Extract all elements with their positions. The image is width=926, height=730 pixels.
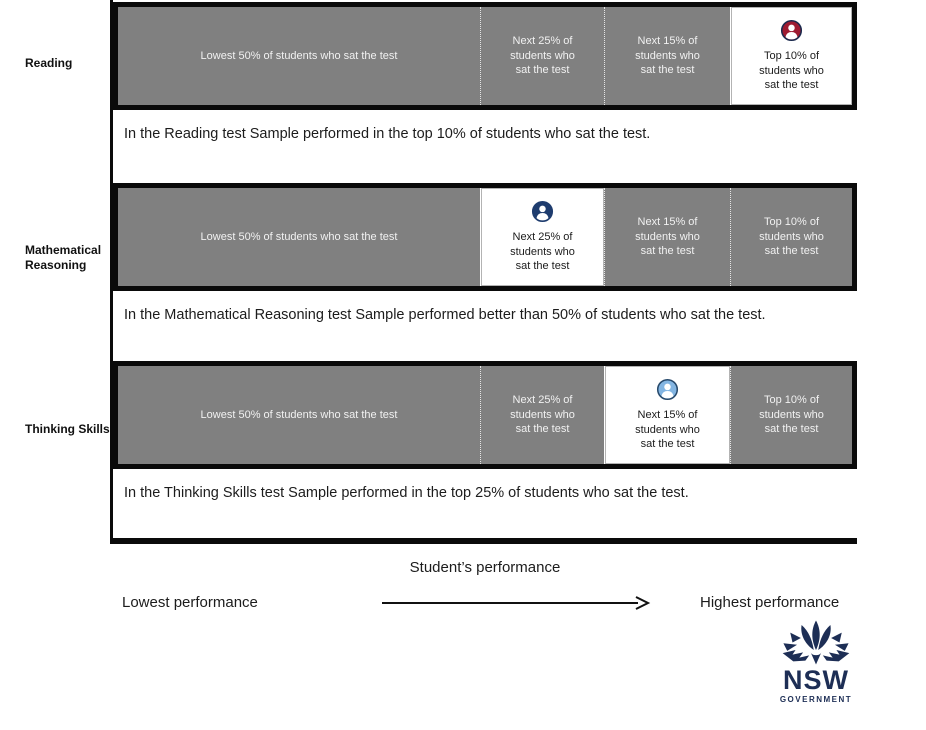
result-description-mathematical-reasoning — [113, 291, 857, 361]
horizontal-axis-line — [110, 538, 857, 544]
band-label: Next 25% of students who sat the test — [510, 35, 575, 77]
result-description-text: In the Thinking Skills test Sample performed in the top 25% of students who sat the test. — [124, 485, 689, 501]
band-label: Lowest 50% of students who sat the test — [200, 49, 398, 62]
result-description-text: In the Mathematical Reasoning test Sample performed better than 50% of students who sat the test. — [124, 307, 766, 323]
lowest-performance-label: Lowest performance — [122, 594, 258, 611]
band-label: Next 25% of students who sat the test — [510, 231, 575, 273]
arrow-right-icon — [380, 595, 652, 611]
band-label: Next 15% of students who sat the test — [635, 35, 700, 77]
band-next-15 — [604, 188, 730, 286]
band-label: Top 10% of students who sat the test — [759, 50, 824, 92]
result-description-thinking-skills — [113, 469, 857, 538]
result-description-reading — [113, 110, 857, 183]
nsw-government-logo — [777, 619, 855, 704]
highest-performance-label: Highest performance — [700, 594, 840, 611]
nsw-logo-text: NSW — [783, 665, 849, 695]
band-label: Lowest 50% of students who sat the test — [200, 230, 398, 243]
student-person-icon — [780, 19, 803, 42]
band-lowest-50 — [118, 188, 480, 286]
band-label: Next 15% of students who sat the test — [635, 409, 700, 451]
band-label: Lowest 50% of students who sat the test — [200, 408, 398, 421]
result-description-text: In the Reading test Sample performed in the top 10% of students who sat the test. — [124, 126, 651, 142]
waratah-flower-icon — [777, 619, 855, 669]
band-label: Top 10% of students who sat the test — [759, 216, 824, 258]
band-top-10-highlighted — [730, 7, 852, 105]
band-bar-mathematical-reasoning — [113, 183, 857, 291]
band-bar-reading — [113, 2, 857, 110]
band-next-25 — [480, 366, 604, 464]
band-next-25-highlighted — [480, 188, 604, 286]
band-lowest-50 — [118, 366, 480, 464]
band-label: Next 25% of students who sat the test — [510, 394, 575, 436]
band-label: Next 15% of students who sat the test — [635, 216, 700, 258]
test-label-reading: Reading — [25, 56, 73, 70]
student-person-icon — [656, 378, 679, 401]
test-label-thinking-skills: Thinking Skills — [25, 422, 110, 436]
band-next-15-highlighted — [604, 366, 730, 464]
band-lowest-50 — [118, 7, 480, 105]
band-bar-thinking-skills — [113, 361, 857, 469]
nsw-logo-subtext: GOVERNMENT — [779, 695, 853, 704]
band-top-10 — [730, 366, 852, 464]
band-next-25 — [480, 7, 604, 105]
band-next-15 — [604, 7, 730, 105]
band-top-10 — [730, 188, 852, 286]
student-person-icon — [531, 200, 554, 223]
test-label-mathematical-reasoning: Mathematical Reasoning — [25, 243, 102, 272]
band-label: Top 10% of students who sat the test — [759, 394, 824, 436]
performance-axis-title: Student’s performance — [409, 559, 561, 576]
